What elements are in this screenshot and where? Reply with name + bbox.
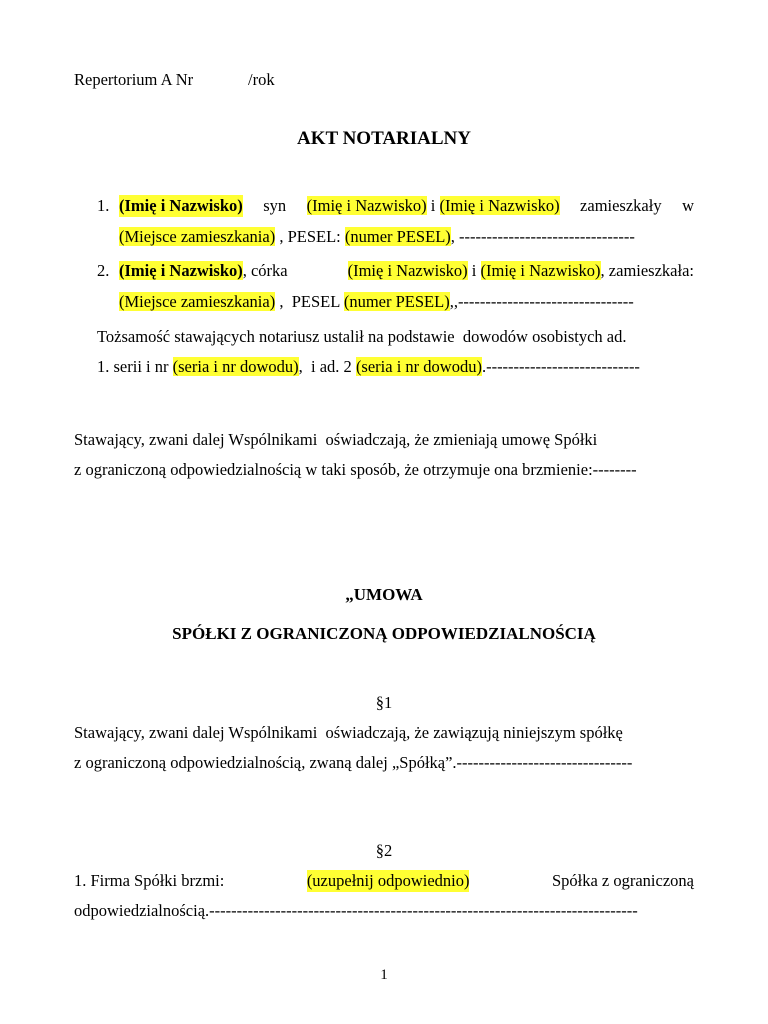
party2-corka: , córka <box>242 261 292 280</box>
repertorium-label: Repertorium A Nr <box>74 70 194 89</box>
party2-father: (Imię i Nazwisko) <box>347 261 468 280</box>
party1-line1 <box>119 195 694 217</box>
section2-line1 <box>74 870 694 892</box>
party2-line1 <box>119 260 694 282</box>
section2-pre: 1. Firma Spółki brzmi: <box>74 871 225 890</box>
identity-line2 <box>97 356 640 378</box>
party2-name: (Imię i Nazwisko) <box>119 261 243 280</box>
party1-father: (Imię i Nazwisko) <box>306 196 427 215</box>
party1-pesel: (numer PESEL) <box>344 227 451 246</box>
section1-line2: z ograniczoną odpowiedzialnością, zwaną dalej „Spółką”.-------------------------------- <box>74 753 633 772</box>
declaration-line1: Stawający, zwani dalej Wspólnikami oświadczają, że zmieniają umowę Spółki <box>74 430 598 449</box>
umowa-title: „UMOWA <box>345 585 423 604</box>
party1-number: 1. <box>97 196 110 215</box>
party2-number: 2. <box>97 261 110 280</box>
umowa-subtitle: SPÓŁKI Z OGRANICZONĄ ODPOWIEDZIALNOŚCIĄ <box>172 624 596 643</box>
party1-zamieszkaly: zamieszkały <box>580 196 662 215</box>
party1-syn: syn <box>263 196 287 215</box>
document-title: AKT NOTARIALNY <box>296 128 471 149</box>
party2-line2 <box>119 291 634 313</box>
section2-mark: §2 <box>375 841 393 860</box>
party1-w: w <box>682 196 694 215</box>
party1-pesel-label: , PESEL: <box>275 227 345 246</box>
party1-tail: , -------------------------------- <box>450 227 635 246</box>
identity-pre: 1. serii i nr <box>97 357 173 376</box>
party2-mother: (Imię i Nazwisko) <box>480 261 601 280</box>
party2-pesel: (numer PESEL) <box>343 292 450 311</box>
party2-and: i <box>467 261 481 280</box>
section1-line1: Stawający, zwani dalej Wspólnikami oświadczają, że zawiązują niniejszym spółkę <box>74 723 623 742</box>
party1-and: i <box>430 196 436 215</box>
identity-id1: (seria i nr dowodu) <box>172 357 299 376</box>
declaration-line2: z ograniczoną odpowiedzialnością w taki sposób, że otrzymuje ona brzmienie:-------- <box>74 460 637 479</box>
identity-id2: (seria i nr dowodu) <box>355 357 482 376</box>
party2-tail: ,,-------------------------------- <box>449 292 634 311</box>
party2-pesel-label: , PESEL <box>275 292 344 311</box>
party2-zamieszkala: , zamieszkała: <box>600 261 694 280</box>
identity-tail: .---------------------------- <box>481 357 640 376</box>
section2-line2: odpowiedzialnością.------------------------------------------------------------------------------ <box>74 901 638 920</box>
identity-mid: , i ad. 2 <box>298 357 356 376</box>
section1-mark: §1 <box>375 693 393 712</box>
identity-line1: Tożsamość stawających notariusz ustalił na podstawie dowodów osobistych ad. <box>97 327 627 346</box>
party1-name: (Imię i Nazwisko) <box>119 196 243 215</box>
party1-place: (Miejsce zamieszkania) <box>119 227 276 246</box>
page-number: 1 <box>380 967 388 983</box>
section2-post: Spółka z ograniczoną <box>551 871 694 890</box>
party1-line2 <box>119 226 635 248</box>
repertorium-year: /rok <box>248 70 275 89</box>
section2-fill: (uzupełnij odpowiednio) <box>306 871 470 890</box>
party2-place: (Miejsce zamieszkania) <box>119 292 276 311</box>
party1-mother: (Imię i Nazwisko) <box>439 196 560 215</box>
